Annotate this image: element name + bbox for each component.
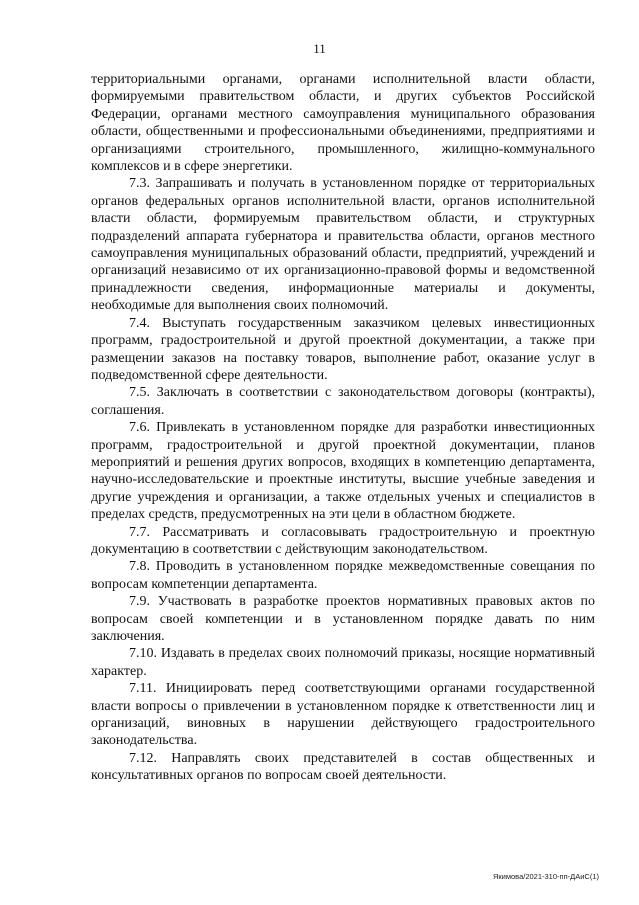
paragraph-continuation: территориальными органами, органами исполнительной власти области, формируемыми правительством области, и других субъектов Российской Федерации, органами местного самоуправления муниципального образования области, общественными и профессиональными объединениями, предприятиями и организациями строительного, промышленного, жилищно-коммунального комплексов и в сфере энергетики. (91, 72, 595, 175)
paragraph-7-12: 7.12. Направлять своих представителей в состав общественных и консультативных органов по вопросам своей деятельности. (91, 750, 595, 784)
paragraph-7-6: 7.6. Привлекать в установленном порядке для разработки инвестиционных программ, градостроительной и другой проектной документации, планов мероприятий и решения других вопросов, входящих в компетенцию департамента, научно-исследовательские и проектные институты, высшие учебные заведения и другие учреждения и организации, а также отдельных ученых и специалистов в пределах средств, предусмотренных на эти цели в областном бюджете. (91, 420, 595, 523)
paragraph-7-3: 7.3. Запрашивать и получать в установленном порядке от территориальных органов федеральных органов исполнительной власти, органов исполнительной власти области, формируемым правительством области, и структурных подразделений аппарата губернатора и правительства области, органов местного самоуправления муниципальных образований области, предприятий, учреждений и организаций независимо от их организационно-правовой формы и ведомственной принадлежности сведения, информационные материалы и документы, необходимые для выполнения своих полномочий. (91, 176, 595, 314)
document-registration-code: Якимова/2021-310-пп-ДАиС(1) (492, 872, 599, 881)
paragraph-7-11: 7.11. Инициировать перед соответствующими органами государственной власти вопросы о привлечении в установленном порядке к ответственности лиц и организаций, виновных в нарушении действующего градостроительного законодательства. (91, 681, 595, 749)
paragraph-7-9: 7.9. Участвовать в разработке проектов нормативных правовых актов по вопросам своей компетенции и в установленном порядке давать по ним заключения. (91, 594, 595, 644)
paragraph-7-7: 7.7. Рассматривать и согласовывать градостроительную и проектную документацию в соответствии с действующим законодательством. (91, 524, 595, 557)
paragraph-7-10: 7.10. Издавать в пределах своих полномочий приказы, носящие нормативный характер. (91, 646, 595, 679)
document-body (91, 71, 595, 785)
page-number: 11 (313, 41, 326, 56)
paragraph-7-8: 7.8. Проводить в установленном порядке межведомственные совещания по вопросам компетенции департамента. (91, 559, 595, 592)
paragraph-7-4: 7.4. Выступать государственным заказчиком целевых инвестиционных программ, градостроительной и другой проектной документации, а также при размещении заказов на поставку товаров, выполнение работ, оказание услуг в подведомственной сфере деятельности. (91, 315, 595, 383)
paragraph-7-5: 7.5. Заключать в соответствии с законодательством договоры (контракты), соглашения. (91, 385, 595, 418)
